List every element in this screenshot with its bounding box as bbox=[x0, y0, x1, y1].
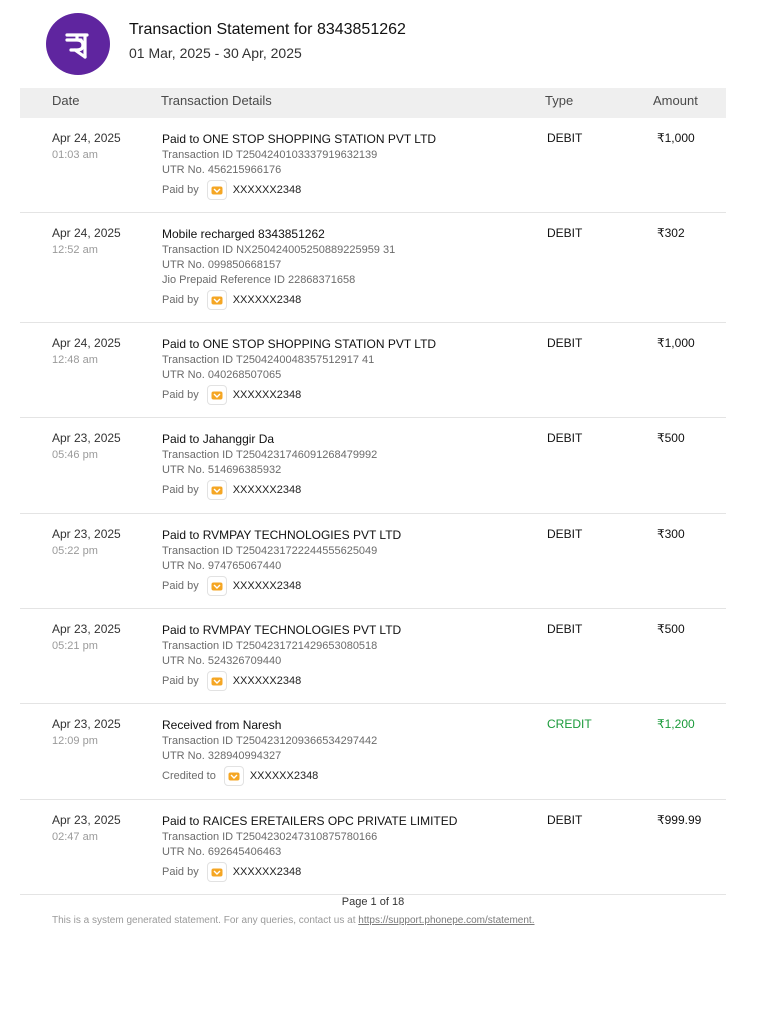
transaction-date: Apr 24, 2025 bbox=[52, 226, 121, 240]
transaction-date: Apr 23, 2025 bbox=[52, 813, 121, 827]
transaction-details bbox=[162, 226, 532, 311]
transaction-date: Apr 23, 2025 bbox=[52, 431, 121, 445]
table-header bbox=[20, 88, 726, 118]
bank-account-icon bbox=[224, 766, 244, 786]
transaction-meta-line: Transaction ID T2504230247310875780166 bbox=[162, 831, 378, 843]
transaction-meta-line: UTR No. 692645406463 bbox=[162, 846, 282, 858]
bank-account-icon bbox=[207, 576, 227, 596]
bank-account-icon bbox=[207, 862, 227, 882]
transaction-time: 12:52 am bbox=[52, 244, 98, 256]
transaction-details bbox=[162, 431, 532, 501]
phonepe-logo-icon bbox=[46, 13, 110, 75]
bank-account-icon bbox=[207, 290, 227, 310]
transaction-time: 01:03 am bbox=[52, 149, 98, 161]
footer-note-text: This is a system generated statement. For any queries, contact us at bbox=[52, 915, 356, 926]
transaction-date: Apr 24, 2025 bbox=[52, 131, 121, 145]
transaction-description: Paid to RVMPAY TECHNOLOGIES PVT LTD bbox=[162, 623, 402, 637]
column-header-details: Transaction Details bbox=[161, 93, 272, 108]
transaction-row bbox=[20, 213, 726, 323]
transaction-details bbox=[162, 813, 532, 883]
transaction-type: CREDIT bbox=[547, 717, 592, 731]
transaction-row bbox=[20, 704, 726, 800]
transaction-row bbox=[20, 118, 726, 213]
account-number: XXXXXX2348 bbox=[232, 675, 302, 687]
transaction-time: 05:21 pm bbox=[52, 640, 98, 652]
transaction-meta-line: Transaction ID T2504240103337919632139 bbox=[162, 149, 378, 161]
transaction-description: Mobile recharged 8343851262 bbox=[162, 227, 325, 241]
transaction-type: DEBIT bbox=[547, 527, 583, 541]
account-number: XXXXXX2348 bbox=[232, 184, 302, 196]
account-label: Paid by bbox=[162, 294, 199, 306]
transaction-meta-line: UTR No. 456215966176 bbox=[162, 164, 282, 176]
transaction-time: 02:47 am bbox=[52, 831, 98, 843]
transaction-description: Received from Naresh bbox=[162, 718, 282, 732]
account-number: XXXXXX2348 bbox=[232, 294, 302, 306]
transaction-row bbox=[20, 609, 726, 704]
transaction-meta-line: UTR No. 328940994327 bbox=[162, 750, 282, 762]
account-label: Paid by bbox=[162, 484, 199, 496]
account-label: Paid by bbox=[162, 580, 199, 592]
transaction-time: 12:09 pm bbox=[52, 735, 98, 747]
transaction-meta-line: Transaction ID T2504231746091268479992 bbox=[162, 449, 378, 461]
payment-account bbox=[162, 479, 532, 501]
payment-account bbox=[162, 575, 532, 597]
account-label: Credited to bbox=[162, 770, 216, 782]
transaction-time: 12:48 am bbox=[52, 354, 98, 366]
column-header-amount: Amount bbox=[653, 93, 698, 108]
payment-account bbox=[162, 384, 532, 406]
transaction-description: Paid to ONE STOP SHOPPING STATION PVT LTD bbox=[162, 337, 437, 351]
payment-account bbox=[162, 289, 532, 311]
transaction-type: DEBIT bbox=[547, 131, 583, 145]
account-label: Paid by bbox=[162, 389, 199, 401]
bank-account-icon bbox=[207, 385, 227, 405]
transaction-row bbox=[20, 800, 726, 895]
transaction-amount: ₹302 bbox=[657, 226, 685, 240]
transaction-date: Apr 24, 2025 bbox=[52, 336, 121, 350]
transaction-date: Apr 23, 2025 bbox=[52, 717, 121, 731]
transaction-meta-line: UTR No. 514696385932 bbox=[162, 464, 282, 476]
transaction-row bbox=[20, 514, 726, 609]
bank-account-icon bbox=[207, 180, 227, 200]
transaction-amount: ₹1,000 bbox=[657, 131, 695, 145]
transaction-amount: ₹300 bbox=[657, 527, 685, 541]
transaction-meta-line: UTR No. 099850668157 bbox=[162, 259, 282, 271]
transaction-description: Paid to Jahanggir Da bbox=[162, 432, 275, 446]
bank-account-icon bbox=[207, 671, 227, 691]
account-number: XXXXXX2348 bbox=[232, 580, 302, 592]
page-number: Page 1 of 18 bbox=[341, 896, 405, 908]
transaction-details bbox=[162, 622, 532, 692]
statement-title: Transaction Statement for 8343851262 bbox=[129, 21, 406, 38]
transaction-time: 05:46 pm bbox=[52, 449, 98, 461]
account-number: XXXXXX2348 bbox=[249, 770, 319, 782]
transaction-date: Apr 23, 2025 bbox=[52, 622, 121, 636]
payment-account bbox=[162, 670, 532, 692]
transaction-meta-line: Transaction ID T2504231722244555625049 bbox=[162, 545, 378, 557]
transaction-details bbox=[162, 527, 532, 597]
transaction-row bbox=[20, 323, 726, 418]
transaction-type: DEBIT bbox=[547, 226, 583, 240]
transaction-meta-line: Jio Prepaid Reference ID 22868371658 bbox=[162, 274, 356, 286]
transaction-row bbox=[20, 418, 726, 514]
transaction-type: DEBIT bbox=[547, 431, 583, 445]
transaction-time: 05:22 pm bbox=[52, 545, 98, 557]
payment-account bbox=[162, 179, 532, 201]
transaction-description: Paid to ONE STOP SHOPPING STATION PVT LTD bbox=[162, 132, 437, 146]
transaction-type: DEBIT bbox=[547, 813, 583, 827]
transaction-meta-line: UTR No. 974765067440 bbox=[162, 560, 282, 572]
transaction-meta-line: Transaction ID T2504240048357512917 41 bbox=[162, 354, 375, 366]
transaction-details bbox=[162, 336, 532, 406]
transaction-amount: ₹999.99 bbox=[657, 813, 702, 827]
transaction-meta-line: Transaction ID T2504231721429653080518 bbox=[162, 640, 378, 652]
account-number: XXXXXX2348 bbox=[232, 484, 302, 496]
transaction-details bbox=[162, 717, 532, 787]
transaction-meta-line: Transaction ID NX250424005250889225959 31 bbox=[162, 244, 396, 256]
transaction-description: Paid to RAICES ERETAILERS OPC PRIVATE LIMITED bbox=[162, 814, 458, 828]
account-label: Paid by bbox=[162, 675, 199, 687]
column-header-date: Date bbox=[52, 93, 80, 108]
statement-period: 01 Mar, 2025 - 30 Apr, 2025 bbox=[129, 45, 302, 61]
transaction-type: DEBIT bbox=[547, 336, 583, 350]
support-link[interactable]: https://support.phonepe.com/statement. bbox=[358, 915, 535, 926]
transaction-amount: ₹500 bbox=[657, 431, 685, 445]
statement-header bbox=[0, 0, 768, 86]
payment-account bbox=[162, 861, 532, 883]
transaction-meta-line: Transaction ID T2504231209366534297442 bbox=[162, 735, 378, 747]
bank-account-icon bbox=[207, 480, 227, 500]
column-header-type: Type bbox=[545, 93, 574, 108]
transaction-list bbox=[20, 118, 726, 895]
transaction-amount: ₹500 bbox=[657, 622, 685, 636]
transaction-amount: ₹1,000 bbox=[657, 336, 695, 350]
transaction-meta-line: UTR No. 524326709440 bbox=[162, 655, 282, 667]
transaction-meta-line: UTR No. 040268507065 bbox=[162, 369, 282, 381]
transaction-details bbox=[162, 131, 532, 201]
account-number: XXXXXX2348 bbox=[232, 389, 302, 401]
transaction-amount: ₹1,200 bbox=[657, 717, 695, 731]
transaction-description: Paid to RVMPAY TECHNOLOGIES PVT LTD bbox=[162, 528, 402, 542]
account-number: XXXXXX2348 bbox=[232, 866, 302, 878]
transaction-type: DEBIT bbox=[547, 622, 583, 636]
footer-note bbox=[52, 915, 534, 926]
account-label: Paid by bbox=[162, 866, 199, 878]
payment-account bbox=[162, 765, 532, 787]
account-label: Paid by bbox=[162, 184, 199, 196]
transaction-date: Apr 23, 2025 bbox=[52, 527, 121, 541]
